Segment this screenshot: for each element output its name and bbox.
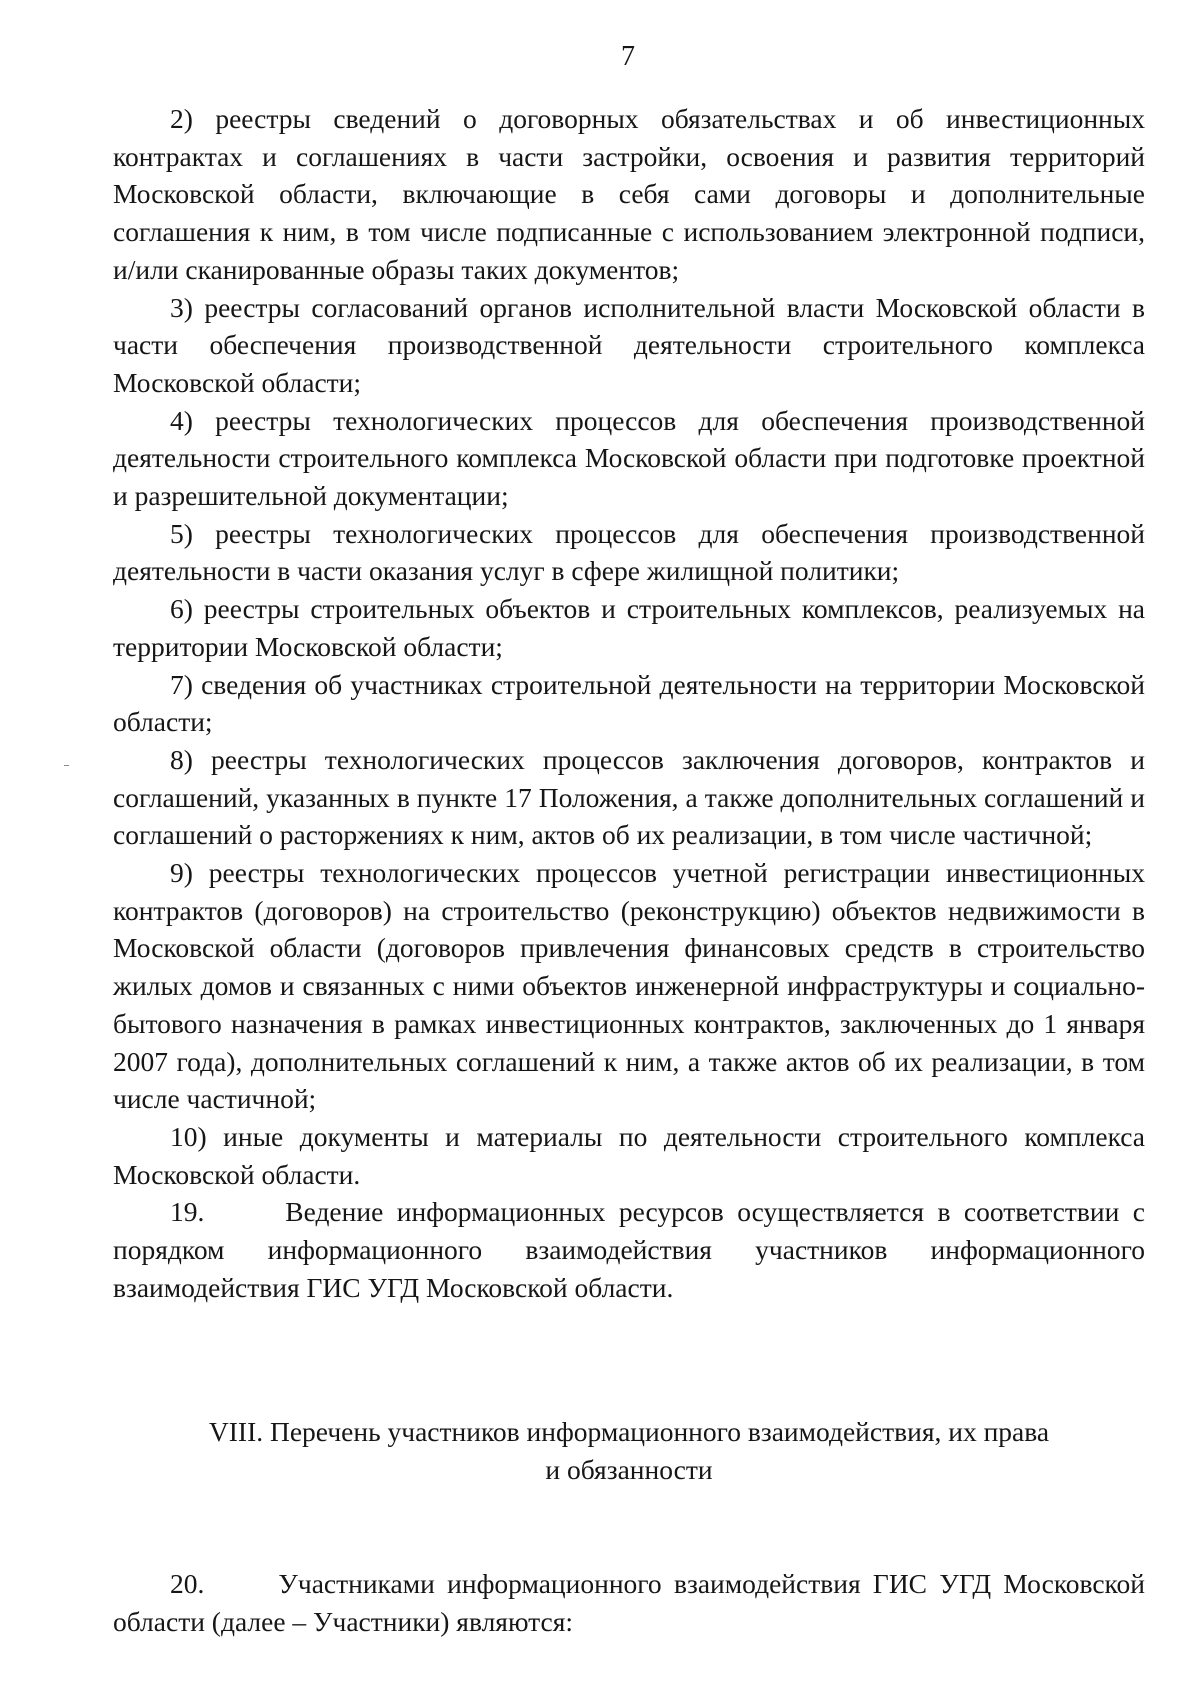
list-item-2: 2) реестры сведений о договорных обязательствах и об инвестиционных контрактах и соглашениях в части застройки, освоения и развития территорий Московской области, включающие в себя сами договоры и дополнительные соглашения к ним, в том числе подписанные с использованием электронной подписи, и/или сканированные образы таких документов; (113, 103, 1145, 285)
section-heading (113, 1413, 1145, 1488)
list-item-9: 9) реестры технологических процессов учетной регистрации инвестиционных контрактов (договоров) на строительство (реконструкцию) объектов недвижимости в Московской области (договоров привлечения финансовых средств в строительство жилых домов и связанных с ними объектов инженерной инфраструктуры и социально-бытового назначения в рамках инвестиционных контрактов, заключенных до 1 января 2007 года), дополнительных соглашений к ним, а также актов об их реализации, в том числе частичной; (113, 857, 1145, 1115)
list-item-5: 5) реестры технологических процессов для обеспечения производственной деятельности в части оказания услуг в сфере жилищной политики; (113, 517, 1145, 587)
list-item-3: 3) реестры согласований органов исполнительной власти Московской области в части обеспечения производственной деятельности строительного комплекса Московской области; (113, 291, 1145, 398)
section-heading-line-2: и обязанности (545, 1453, 713, 1485)
list-item-4: 4) реестры технологических процессов для обеспечения производственной деятельности строительного комплекса Московской области при подготовке проектной и разрешительной документации; (113, 404, 1145, 512)
list-item-7: 7) сведения об участниках строительной деятельности на территории Московской области; (113, 668, 1145, 738)
document-tail (113, 1565, 1145, 1640)
margin-scan-mark (64, 765, 69, 766)
list-item-10: 10) иные документы и материалы по деятельности строительного комплекса Московской области. (113, 1120, 1145, 1190)
section-heading-line-1: VIII. Перечень участников информационного взаимодействия, их права (208, 1416, 1050, 1447)
list-item-8: 8) реестры технологических процессов заключения договоров, контрактов и соглашений, указанных в пункте 17 Положения, а также дополнительных соглашений и соглашений о расторжениях к ним, актов об их реализации, в том числе частичной; (113, 743, 1145, 851)
paragraph-19: 19. Ведение информационных ресурсов осуществляется в соответствии с порядком информационного взаимодействия участников информационного взаимодействия ГИС УГД Московской области. (113, 1196, 1145, 1303)
page-number: 7 (621, 41, 635, 72)
list-item-6: 6) реестры строительных объектов и строительных комплексов, реализуемых на территории Московской области; (113, 593, 1145, 662)
document-body (113, 100, 1145, 1307)
paragraph-20: 20. Участниками информационного взаимодействия ГИС УГД Московской области (далее – Участники) являются: (113, 1568, 1145, 1637)
